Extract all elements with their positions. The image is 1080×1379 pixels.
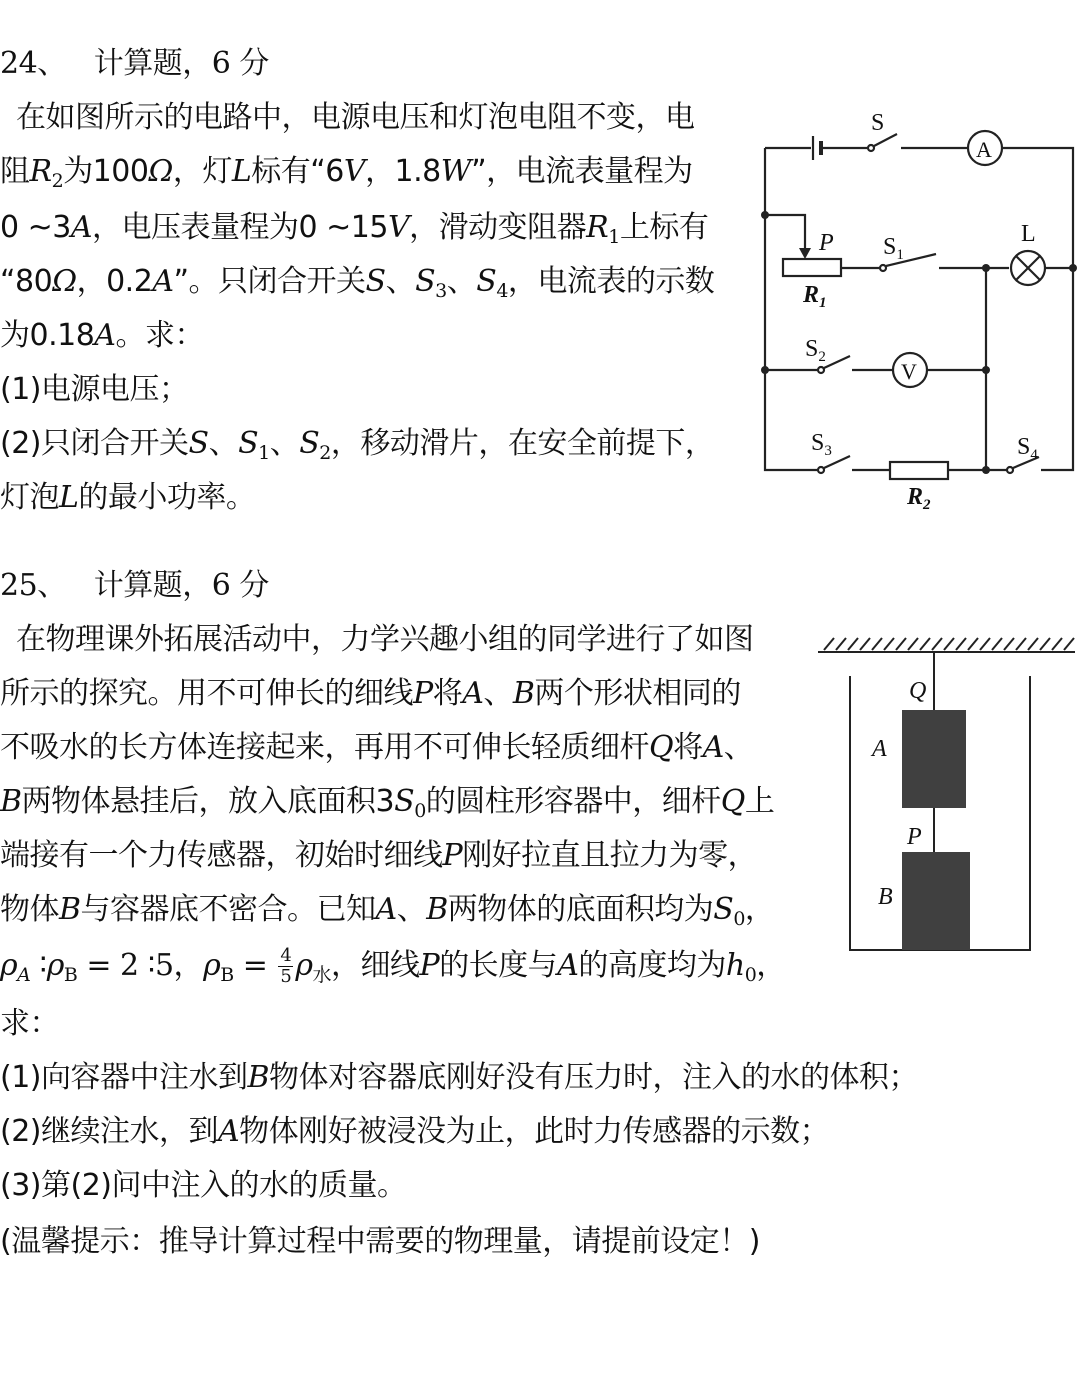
text: ，0.2	[76, 264, 153, 299]
q24-line-6	[0, 370, 189, 410]
switch-s2-blade	[824, 356, 850, 368]
text: 阻	[0, 154, 30, 189]
label-s3: $S_3$	[811, 430, 832, 459]
junction-dot	[982, 264, 990, 272]
q25-line-1	[16, 620, 754, 660]
q25-line-6	[0, 890, 774, 930]
text: 求：	[0, 1006, 59, 1041]
var-S: S	[394, 784, 415, 819]
q24-line-3	[0, 208, 708, 248]
label-q: Q	[909, 678, 927, 704]
switch-s2-contact	[818, 367, 824, 373]
q24-line-7	[0, 424, 714, 464]
text: 0 ~3	[0, 210, 71, 245]
var-S: S	[299, 426, 320, 461]
text: (温馨提示：推导计算过程中需要的物理量，请提前设定！)	[0, 1224, 760, 1259]
q25-line-8	[0, 1004, 59, 1044]
wire-top-end	[1002, 148, 1073, 268]
var-L: L	[59, 480, 79, 515]
q25-line-2	[0, 674, 741, 714]
wire-rheostat-tap	[765, 215, 805, 252]
q25-line-10	[0, 1112, 829, 1152]
circuit-diagram	[755, 100, 1080, 520]
q25-number: 25、	[0, 568, 67, 603]
var-S: S	[713, 892, 734, 927]
text: ，电流表的示数	[507, 264, 715, 299]
junction-dot	[761, 211, 769, 219]
sub: 0	[414, 800, 426, 822]
var-R: R	[586, 210, 609, 245]
text: 将	[673, 730, 703, 765]
q25-header	[0, 566, 269, 606]
q25-line-7	[0, 946, 786, 987]
q24-number: 24、	[0, 46, 67, 81]
unit-ohm: Ω	[52, 264, 77, 299]
unit-A: A	[94, 318, 116, 353]
text: 不吸水的长方体连接起来，再用不可伸长轻质细杆	[0, 730, 649, 765]
block-b	[902, 852, 970, 950]
switch-s-contact	[868, 145, 874, 151]
text: 端接有一个力传感器，初始时细线	[0, 838, 443, 873]
numerator: 4	[280, 945, 292, 966]
var-Q: Q	[649, 730, 674, 765]
label-r1: $R_1$	[803, 282, 827, 311]
var-P: P	[413, 676, 433, 711]
var-rho: ρ	[203, 948, 221, 983]
sub: A	[17, 964, 31, 986]
var-rho: ρ	[46, 948, 64, 983]
ceiling-hatch	[824, 638, 1074, 650]
var-B: B	[247, 1060, 270, 1095]
label-s4: $S_4$	[1017, 434, 1038, 463]
sub: 0	[744, 964, 757, 986]
text: 物体对容器底刚好没有压力时，注入的水的体积；	[269, 1060, 919, 1095]
junction-dot	[1069, 264, 1077, 272]
sub: 1	[258, 442, 270, 464]
wire-left	[765, 148, 817, 470]
text: ，1.8	[365, 154, 441, 189]
var-A: A	[557, 948, 579, 983]
resistor-r2	[890, 462, 948, 479]
q24-line-2	[0, 152, 693, 192]
q24-line-8	[0, 478, 255, 518]
junction-dot	[982, 366, 990, 374]
q25-score: 6 分	[211, 568, 269, 603]
text: 、	[396, 892, 427, 927]
sub: 水	[312, 964, 331, 986]
unit-W: W	[440, 154, 472, 189]
label-voltmeter: V	[901, 359, 917, 384]
var-P: P	[419, 948, 440, 983]
sub: 2	[51, 170, 64, 192]
var-Q: Q	[720, 784, 745, 819]
junction-dot	[982, 466, 990, 474]
label-p: P	[907, 824, 922, 850]
text: 为100	[63, 154, 149, 189]
text: (1)向容器中注水到	[0, 1060, 248, 1095]
unit-V: V	[343, 154, 366, 189]
text: 上标有	[619, 210, 709, 245]
unit-A: A	[70, 210, 93, 245]
var-A: A	[218, 1114, 240, 1149]
sub: 2	[319, 442, 331, 464]
var-L: L	[231, 154, 252, 189]
var-B: B	[59, 892, 81, 927]
text: 所示的探究。用不可伸长的细线	[0, 676, 413, 711]
label-r2: $R_2$	[907, 484, 931, 513]
var-S: S	[238, 426, 259, 461]
text: 的最小功率。	[78, 480, 256, 515]
text: 灯泡	[0, 480, 59, 515]
var-S: S	[415, 264, 436, 299]
text: 、	[483, 676, 513, 711]
text: 、	[208, 426, 239, 461]
label-ammeter: A	[976, 137, 992, 162]
var-R: R	[29, 154, 52, 189]
var-B: B	[426, 892, 448, 927]
label-p: P	[819, 230, 834, 256]
text: 的圆柱形容器中，细杆	[425, 784, 721, 819]
label-s: S	[871, 110, 885, 136]
text: “80	[0, 264, 53, 299]
label-s1: $S_1$	[883, 234, 904, 263]
label-a: A	[872, 736, 887, 762]
sub: B	[63, 964, 78, 986]
text: ，	[756, 948, 786, 983]
q25-line-11	[0, 1166, 407, 1206]
q25-line-12	[0, 1222, 760, 1262]
label-s2: $S_2$	[805, 336, 826, 365]
q24-line-4	[0, 262, 714, 302]
text: 的长度与	[439, 948, 558, 983]
container-figure	[810, 630, 1080, 960]
text: ，细线	[331, 948, 420, 983]
denominator: 5	[280, 966, 292, 987]
q25-line-5	[0, 836, 757, 876]
text: ∶	[30, 948, 47, 983]
var-A: A	[375, 892, 397, 927]
var-S: S	[476, 264, 497, 299]
rheostat-r1	[783, 259, 841, 276]
var-A: A	[462, 676, 484, 711]
label-lamp: L	[1021, 221, 1036, 247]
q25-line-9	[0, 1058, 918, 1098]
sub: 0	[733, 908, 745, 930]
text: (2)只闭合开关	[0, 426, 189, 461]
text: ”。只闭合开关	[173, 264, 366, 299]
q24-score: 6 分	[211, 46, 269, 81]
text: 与容器底不密合。已知	[80, 892, 376, 927]
var-B: B	[0, 784, 22, 819]
text: 物体	[0, 892, 59, 927]
sub: 1	[608, 226, 620, 248]
text: 为0.18	[0, 318, 95, 353]
text: 将	[432, 676, 463, 711]
unit-A: A	[152, 264, 174, 299]
fraction	[278, 946, 293, 987]
unit-ohm: Ω	[148, 154, 173, 189]
sub: 3	[435, 280, 447, 302]
var-A: A	[702, 730, 724, 765]
switch-s1-contact	[880, 265, 886, 271]
text: 两物体的底面积均为	[447, 892, 714, 927]
text: 、	[385, 264, 416, 299]
q25-line-3	[0, 728, 753, 768]
var-S: S	[188, 426, 209, 461]
q24-text: 在如图所示的电路中，电源电压和灯泡电阻不变，电	[16, 100, 695, 135]
text: =	[233, 948, 277, 983]
sub: B	[220, 964, 234, 986]
unit-V: V	[387, 210, 410, 245]
q24-header	[0, 44, 269, 84]
sub: 4	[496, 280, 508, 302]
block-a	[902, 710, 966, 808]
text: 的高度均为	[578, 948, 726, 983]
text: ，滑动变阻器	[409, 210, 587, 245]
slider-arrow-icon	[799, 248, 811, 259]
text: 刚好拉直且拉力为零，	[462, 838, 758, 873]
text: 。求：	[115, 318, 204, 353]
text: ，电压表量程为0 ~15	[92, 210, 388, 245]
var-h: h	[725, 948, 745, 983]
var-rho: ρ	[295, 948, 313, 983]
text: 、	[723, 730, 754, 765]
q25-line-4	[0, 782, 774, 822]
junction-dot	[761, 366, 769, 374]
var-S: S	[365, 264, 386, 299]
text: ，灯	[172, 154, 232, 189]
text: 上	[744, 784, 775, 819]
label-b: B	[878, 884, 893, 910]
var-B: B	[512, 676, 535, 711]
text: 在物理课外拓展活动中，力学兴趣小组的同学进行了如图	[16, 622, 754, 657]
wire-s4-right	[1041, 268, 1073, 470]
switch-s4-contact	[1007, 467, 1013, 473]
var-rho: ρ	[0, 948, 18, 983]
text: (3)第(2)问中注入的水的质量。	[0, 1168, 407, 1203]
text: ，移动滑片，在安全前提下，	[330, 426, 715, 461]
q24-type: 计算题，	[93, 46, 212, 81]
q24-line-5	[0, 316, 204, 356]
text: = 2 ∶5，	[77, 948, 204, 983]
var-P: P	[442, 838, 463, 873]
text: 两个形状相同的	[534, 676, 741, 711]
q24-line-1	[16, 98, 695, 138]
text: 物体刚好被浸没为止，此时力传感器的示数；	[239, 1114, 830, 1149]
switch-s3-contact	[818, 467, 824, 473]
text: 、	[446, 264, 477, 299]
q25-type: 计算题，	[93, 568, 212, 603]
text: (2)继续注水，到	[0, 1114, 218, 1149]
text: 标有“6	[251, 154, 344, 189]
text: 、	[269, 426, 300, 461]
text: 两物体悬挂后，放入底面积3	[21, 784, 395, 819]
text: ，	[744, 892, 775, 927]
text: ”，电流表量程为	[471, 154, 693, 189]
text: (1)电源电压；	[0, 372, 189, 407]
